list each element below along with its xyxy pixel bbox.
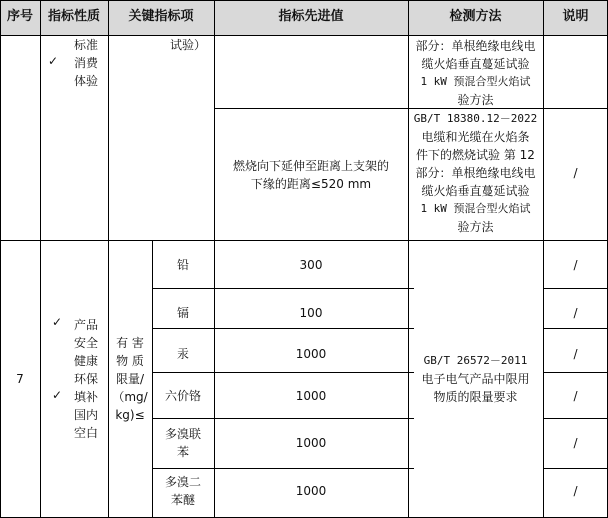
check-icon: ✓ <box>48 54 59 68</box>
key-item-tail: 试验） <box>170 38 207 52</box>
nature-group2-line-3: 国内 <box>74 408 99 422</box>
flame-method-line-6: 1 kW 预混合型火焰试 <box>420 202 531 215</box>
flame-method-line-1: GB/T 18380.12－2022 <box>413 112 538 125</box>
limit-lead: 300 <box>299 258 323 272</box>
note-mercury: / <box>573 347 578 361</box>
header-nature: 指标性质 <box>47 9 100 24</box>
flame-method-line-7: 验方法 <box>457 220 494 234</box>
grid-line <box>108 0 109 518</box>
category-line-2: 物 质 <box>116 354 144 368</box>
substance-lead: 铅 <box>176 258 189 272</box>
grid-line <box>152 328 414 329</box>
flame-value-line-2: 下缘的距离≤520 mm <box>250 177 372 191</box>
nature-group1-line-1: 产品 <box>74 318 99 332</box>
nature-group2-line-1: 环保 <box>74 372 99 386</box>
grid-line <box>543 418 608 419</box>
grid-line <box>40 0 41 518</box>
method-top-line-2: 缆火焰垂直蔓延试验 <box>421 57 530 71</box>
header-seq: 序号 <box>6 9 33 24</box>
limit-mercury: 1000 <box>295 347 327 361</box>
grid-line <box>543 288 608 289</box>
grid-line <box>152 288 414 289</box>
header-advanced-value: 指标先进值 <box>278 9 344 24</box>
flame-method-line-4: 部分：单根绝缘电线电 <box>415 166 536 180</box>
nature-group2-line-2: 填补 <box>74 390 99 404</box>
substance-method-line-1: GB/T 26572－2011 <box>423 354 528 367</box>
nature-line-3: 体验 <box>74 74 99 88</box>
header-note: 说明 <box>562 9 589 24</box>
grid-line <box>152 372 414 373</box>
nature-line-1: 标准 <box>74 38 99 52</box>
substance-pbb-line-1: 多溴联 <box>164 427 201 441</box>
grid-line <box>0 35 608 36</box>
grid-line <box>214 108 608 109</box>
header-key-item: 关键指标项 <box>128 9 194 24</box>
check-icon: ✓ <box>52 315 63 329</box>
flame-note: / <box>573 166 578 180</box>
grid-line <box>214 0 215 518</box>
limit-cadmium: 100 <box>299 306 323 320</box>
grid-line <box>543 0 544 518</box>
nature-group1-line-3: 健康 <box>74 354 99 368</box>
grid-line <box>0 0 608 1</box>
substance-cadmium: 镉 <box>176 306 189 320</box>
category-line-5: kg)≤ <box>115 408 145 422</box>
grid-line <box>152 468 414 469</box>
substance-pbde-line-2: 苯醚 <box>170 493 195 507</box>
nature-group1-line-2: 安全 <box>74 336 99 350</box>
header-test-method: 检测方法 <box>449 9 502 24</box>
flame-method-line-3: 件下的燃烧试验 第 12 <box>416 148 535 162</box>
nature-group2-line-4: 空白 <box>74 426 99 440</box>
substance-method-line-2: 电子电气产品中限用 <box>421 372 530 386</box>
substance-pbb-line-2: 苯 <box>176 445 189 459</box>
substance-pbde-line-1: 多溴二 <box>164 475 201 489</box>
row-seq: 7 <box>16 372 24 386</box>
flame-method-line-2: 电缆和光缆在火焰条 <box>421 130 530 144</box>
method-top-line-3: 1 kW 预混合型火焰试 <box>420 75 531 88</box>
category-line-1: 有 害 <box>116 336 144 350</box>
flame-method-line-5: 缆火焰垂直蔓延试验 <box>421 184 530 198</box>
limit-pbb: 1000 <box>295 436 327 450</box>
grid-line <box>543 468 608 469</box>
category-line-4: （mg/ <box>112 390 148 404</box>
substance-hexavalent-chromium: 六价铬 <box>164 389 201 403</box>
check-icon: ✓ <box>52 388 63 402</box>
limit-hexavalent-chromium: 1000 <box>295 389 327 403</box>
note-pbb: / <box>573 436 578 450</box>
category-line-3: 限量/ <box>115 372 145 386</box>
substance-mercury: 汞 <box>176 347 189 361</box>
grid-line <box>543 372 608 373</box>
grid-line <box>543 328 608 329</box>
method-top-line-1: 部分：单根绝缘电线电 <box>415 39 536 53</box>
grid-line <box>152 418 414 419</box>
flame-value-line-1: 燃烧向下延伸至距离上支架的 <box>232 159 389 173</box>
substance-method-line-3: 物质的限量要求 <box>433 390 518 404</box>
note-pbde: / <box>573 484 578 498</box>
grid-line <box>0 0 1 518</box>
note-hexavalent-chromium: / <box>573 389 578 403</box>
nature-line-2: 消费 <box>74 56 99 70</box>
limit-pbde: 1000 <box>295 484 327 498</box>
note-cadmium: / <box>573 306 578 320</box>
grid-line <box>0 240 608 241</box>
grid-line <box>408 0 409 518</box>
note-lead: / <box>573 258 578 272</box>
method-top-line-4: 验方法 <box>457 93 494 107</box>
grid-line <box>152 240 153 518</box>
